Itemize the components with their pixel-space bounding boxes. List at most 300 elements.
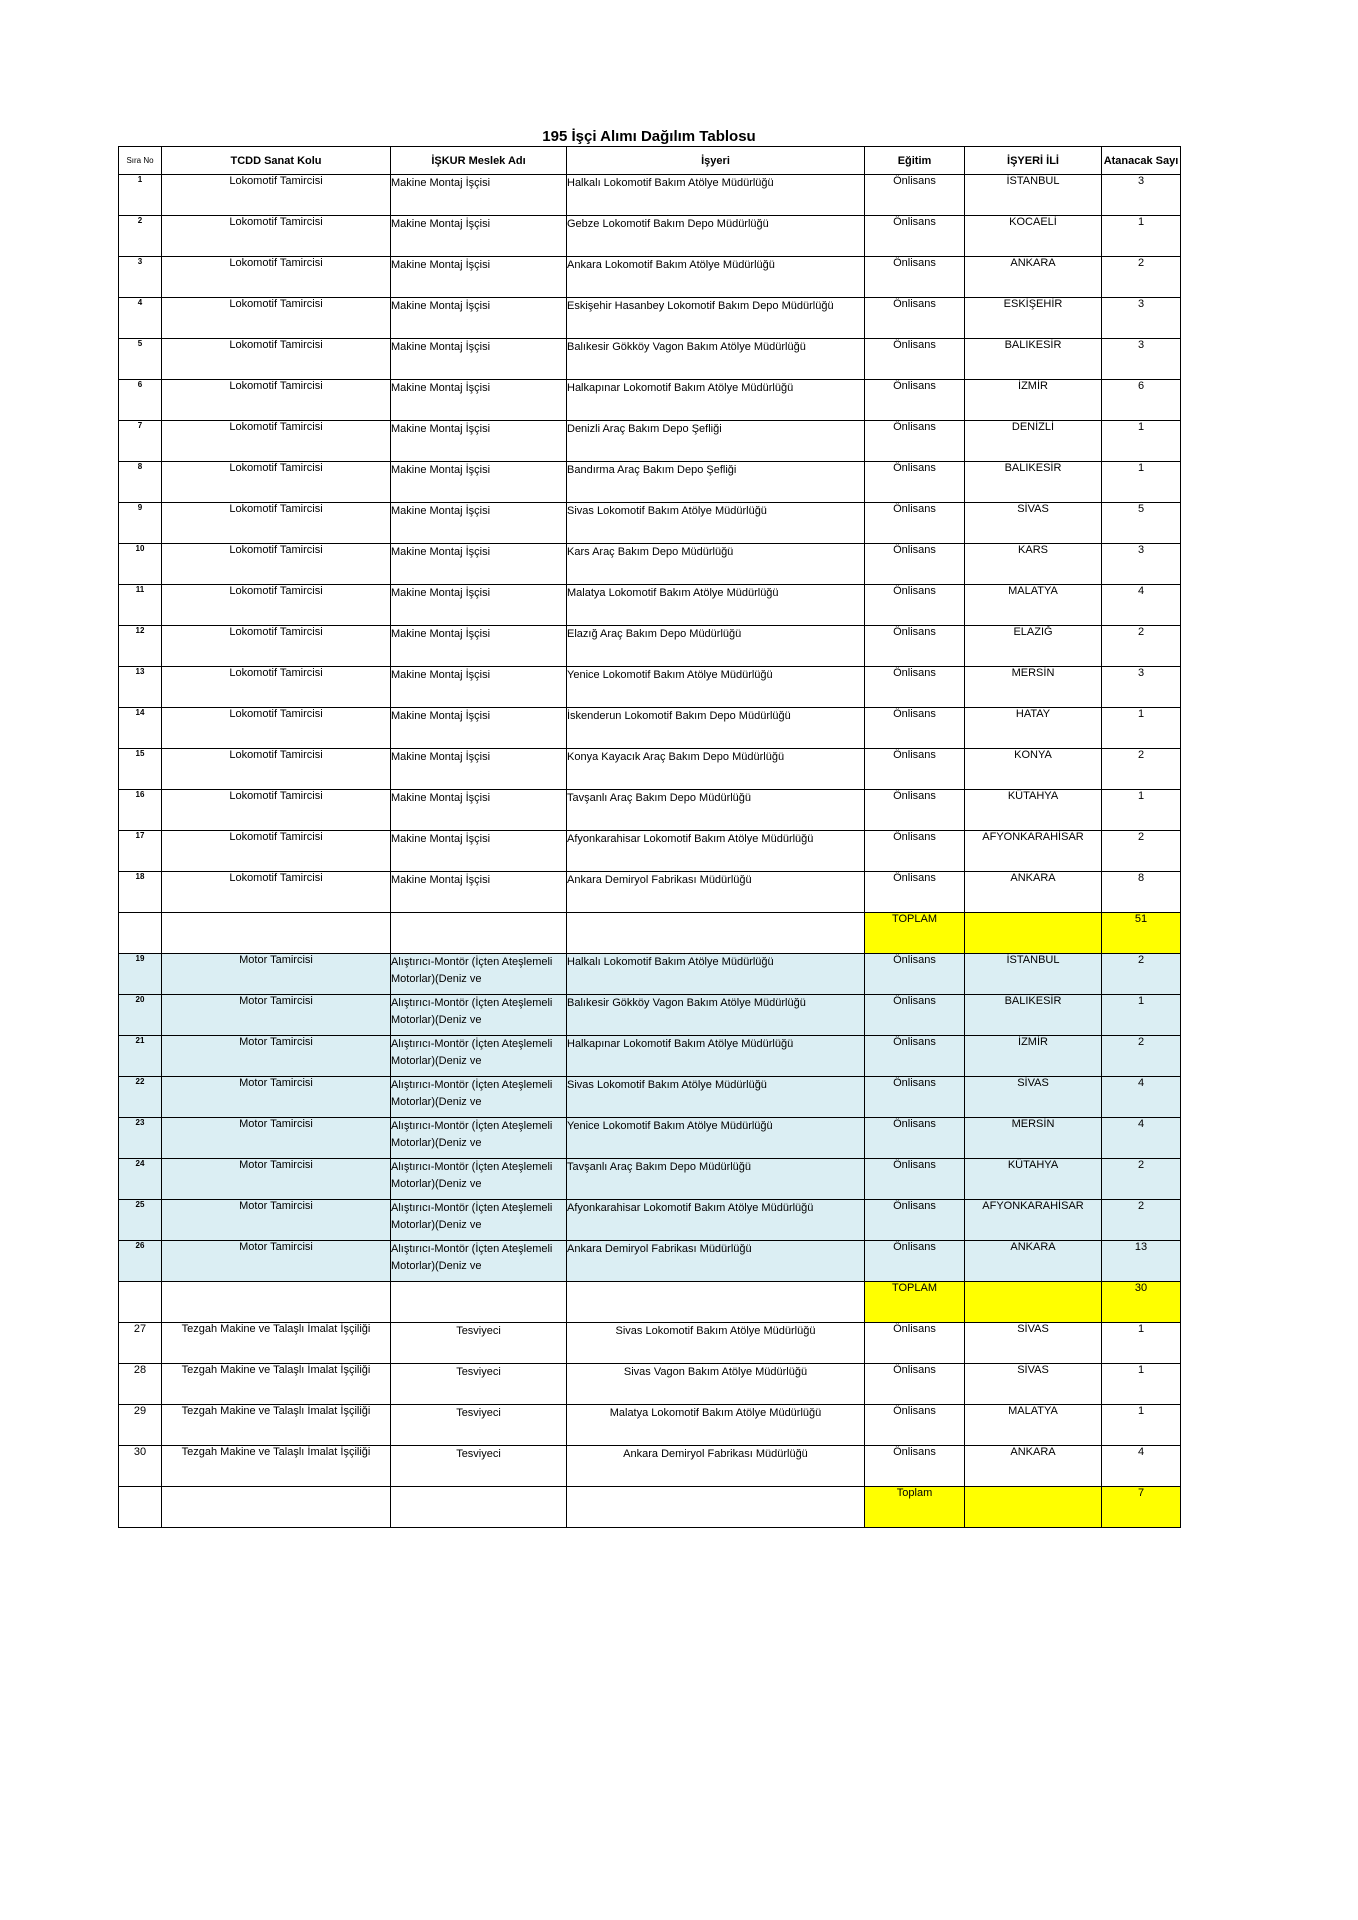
atanacak-sayi-cell: 1: [1102, 216, 1181, 257]
table-row: [119, 995, 1181, 1036]
egitim-cell: Önlisans: [865, 1405, 965, 1446]
atanacak-sayi-cell: 2: [1102, 954, 1181, 995]
sanat-kolu-cell: Lokomotif Tamircisi: [162, 257, 391, 298]
atanacak-sayi-cell: 1: [1102, 421, 1181, 462]
row-number: 2: [119, 216, 162, 257]
table-row: [119, 708, 1181, 749]
atanacak-sayi-cell: 2: [1102, 1159, 1181, 1200]
meslek-cell-text: Alıştırıcı-Montör (İçten Ateşlemeli Motorlar)(Deniz ve: [391, 1161, 553, 1190]
empty-cell: [162, 1487, 391, 1528]
isyeri-cell: [567, 1200, 865, 1241]
egitim-cell: Önlisans: [865, 995, 965, 1036]
table-row: [119, 175, 1181, 216]
isyeri-cell: [567, 954, 865, 995]
meslek-cell-text: Makine Montaj İşçisi: [391, 792, 491, 804]
isyeri-cell-text: Denizli Araç Bakım Depo Şefliği: [567, 423, 722, 435]
total-label: TOPLAM: [865, 913, 965, 954]
header-meslek-adi: İŞKUR Meslek Adı: [391, 147, 567, 175]
table-row: [119, 298, 1181, 339]
isyeri-ili-cell: KARS: [965, 544, 1102, 585]
sanat-kolu-cell: Motor Tamircisi: [162, 1077, 391, 1118]
table-row: [119, 585, 1181, 626]
empty-cell: [119, 1487, 162, 1528]
atanacak-sayi-cell: 1: [1102, 995, 1181, 1036]
table-row: [119, 749, 1181, 790]
isyeri-ili-cell: AFYONKARAHİSAR: [965, 1200, 1102, 1241]
egitim-cell: Önlisans: [865, 1036, 965, 1077]
egitim-cell: Önlisans: [865, 544, 965, 585]
sanat-kolu-cell: Lokomotif Tamircisi: [162, 790, 391, 831]
meslek-cell: [391, 257, 567, 298]
egitim-cell: Önlisans: [865, 339, 965, 380]
atanacak-sayi-cell: 5: [1102, 503, 1181, 544]
meslek-cell: [391, 995, 567, 1036]
meslek-cell-text: Alıştırıcı-Montör (İçten Ateşlemeli Motorlar)(Deniz ve: [391, 956, 553, 985]
header-sira-no: Sıra No: [119, 147, 162, 175]
sanat-kolu-cell: Motor Tamircisi: [162, 954, 391, 995]
isyeri-ili-cell: BALIKESİR: [965, 339, 1102, 380]
meslek-cell: [391, 1118, 567, 1159]
meslek-cell-text: Makine Montaj İşçisi: [391, 669, 491, 681]
isyeri-cell-text: Elazığ Araç Bakım Depo Müdürlüğü: [567, 628, 742, 640]
isyeri-ili-cell: BALIKESİR: [965, 462, 1102, 503]
isyeri-cell-text: Halkapınar Lokomotif Bakım Atölye Müdürlüğü: [567, 382, 794, 394]
header-isyeri: İşyeri: [567, 147, 865, 175]
isyeri-cell: [567, 1036, 865, 1077]
isyeri-ili-cell: SİVAS: [965, 1364, 1102, 1405]
meslek-cell-text: Makine Montaj İşçisi: [391, 341, 491, 353]
atanacak-sayi-cell: 4: [1102, 1077, 1181, 1118]
sanat-kolu-cell: Lokomotif Tamircisi: [162, 298, 391, 339]
isyeri-cell: [567, 1323, 865, 1364]
atanacak-sayi-cell: 3: [1102, 339, 1181, 380]
isyeri-cell-text: Kars Araç Bakım Depo Müdürlüğü: [567, 546, 734, 558]
total-value: 30: [1102, 1282, 1181, 1323]
meslek-cell-text: Alıştırıcı-Montör (İçten Ateşlemeli Motorlar)(Deniz ve: [391, 1079, 553, 1108]
isyeri-ili-cell: ANKARA: [965, 257, 1102, 298]
isyeri-cell: [567, 175, 865, 216]
isyeri-cell: [567, 708, 865, 749]
meslek-cell-text: Alıştırıcı-Montör (İçten Ateşlemeli Motorlar)(Deniz ve: [391, 1038, 553, 1067]
sanat-kolu-cell: Motor Tamircisi: [162, 1200, 391, 1241]
isyeri-ili-cell: AFYONKARAHİSAR: [965, 831, 1102, 872]
row-number: 28: [119, 1364, 162, 1405]
meslek-cell-text: Makine Montaj İşçisi: [391, 259, 491, 271]
total-label: Toplam: [865, 1487, 965, 1528]
isyeri-ili-cell: KÜTAHYA: [965, 790, 1102, 831]
meslek-cell: [391, 175, 567, 216]
egitim-cell: Önlisans: [865, 585, 965, 626]
meslek-cell: [391, 421, 567, 462]
sanat-kolu-cell: Lokomotif Tamircisi: [162, 421, 391, 462]
isyeri-cell-text: Ankara Demiryol Fabrikası Müdürlüğü: [567, 874, 752, 886]
meslek-cell: [391, 954, 567, 995]
meslek-cell-text: Makine Montaj İşçisi: [391, 833, 491, 845]
empty-cell: [162, 1282, 391, 1323]
empty-cell: [391, 1487, 567, 1528]
isyeri-cell: [567, 667, 865, 708]
total-row: [119, 913, 1181, 954]
isyeri-ili-cell: SİVAS: [965, 1077, 1102, 1118]
table-row: [119, 1036, 1181, 1077]
meslek-cell: [391, 585, 567, 626]
row-number: 6: [119, 380, 162, 421]
table-row: [119, 1364, 1181, 1405]
meslek-cell-text: Makine Montaj İşçisi: [391, 177, 491, 189]
total-empty-cell: [965, 1487, 1102, 1528]
meslek-cell-text: Tesviyeci: [456, 1448, 501, 1460]
row-number: 30: [119, 1446, 162, 1487]
egitim-cell: Önlisans: [865, 749, 965, 790]
table-row: [119, 872, 1181, 913]
egitim-cell: Önlisans: [865, 216, 965, 257]
total-value: 51: [1102, 913, 1181, 954]
atanacak-sayi-cell: 1: [1102, 462, 1181, 503]
atanacak-sayi-cell: 4: [1102, 585, 1181, 626]
isyeri-cell: [567, 257, 865, 298]
sanat-kolu-cell: Tezgah Makine ve Talaşlı İmalat İşçiliği: [162, 1364, 391, 1405]
isyeri-cell-text: Sivas Lokomotif Bakım Atölye Müdürlüğü: [615, 1325, 816, 1337]
row-number: 17: [119, 831, 162, 872]
isyeri-cell: [567, 298, 865, 339]
empty-cell: [567, 1282, 865, 1323]
table-row: [119, 421, 1181, 462]
egitim-cell: Önlisans: [865, 1200, 965, 1241]
atanacak-sayi-cell: 3: [1102, 175, 1181, 216]
empty-cell: [119, 1282, 162, 1323]
egitim-cell: Önlisans: [865, 1077, 965, 1118]
isyeri-ili-cell: BALIKESİR: [965, 995, 1102, 1036]
table-row: [119, 1446, 1181, 1487]
table-row: [119, 790, 1181, 831]
egitim-cell: Önlisans: [865, 708, 965, 749]
header-sanat-kolu: TCDD Sanat Kolu: [162, 147, 391, 175]
row-number: 14: [119, 708, 162, 749]
isyeri-cell: [567, 995, 865, 1036]
sanat-kolu-cell: Lokomotif Tamircisi: [162, 175, 391, 216]
row-number: 4: [119, 298, 162, 339]
meslek-cell: [391, 1446, 567, 1487]
table-row: [119, 216, 1181, 257]
atanacak-sayi-cell: 1: [1102, 708, 1181, 749]
sanat-kolu-cell: Lokomotif Tamircisi: [162, 503, 391, 544]
egitim-cell: Önlisans: [865, 421, 965, 462]
meslek-cell: [391, 749, 567, 790]
sanat-kolu-cell: Tezgah Makine ve Talaşlı İmalat İşçiliği: [162, 1405, 391, 1446]
row-number: 29: [119, 1405, 162, 1446]
meslek-cell: [391, 1241, 567, 1282]
egitim-cell: Önlisans: [865, 831, 965, 872]
atanacak-sayi-cell: 6: [1102, 380, 1181, 421]
isyeri-ili-cell: KOCAELİ: [965, 216, 1102, 257]
row-number: 22: [119, 1077, 162, 1118]
sanat-kolu-cell: Lokomotif Tamircisi: [162, 585, 391, 626]
isyeri-cell: [567, 872, 865, 913]
sanat-kolu-cell: Lokomotif Tamircisi: [162, 380, 391, 421]
isyeri-cell-text: Sivas Vagon Bakım Atölye Müdürlüğü: [623, 1366, 808, 1378]
meslek-cell: [391, 1036, 567, 1077]
row-number: 21: [119, 1036, 162, 1077]
isyeri-cell-text: Afyonkarahisar Lokomotif Bakım Atölye Müdürlüğü: [567, 833, 814, 845]
meslek-cell: [391, 298, 567, 339]
isyeri-cell-text: Bandırma Araç Bakım Depo Şefliği: [567, 464, 737, 476]
row-number: 20: [119, 995, 162, 1036]
isyeri-ili-cell: İZMİR: [965, 380, 1102, 421]
meslek-cell: [391, 831, 567, 872]
meslek-cell: [391, 1405, 567, 1446]
isyeri-cell-text: Malatya Lokomotif Bakım Atölye Müdürlüğü: [567, 587, 779, 599]
atanacak-sayi-cell: 4: [1102, 1118, 1181, 1159]
egitim-cell: Önlisans: [865, 503, 965, 544]
table-row: [119, 339, 1181, 380]
egitim-cell: Önlisans: [865, 872, 965, 913]
row-number: 19: [119, 954, 162, 995]
sanat-kolu-cell: Motor Tamircisi: [162, 1036, 391, 1077]
egitim-cell: Önlisans: [865, 1118, 965, 1159]
meslek-cell-text: Makine Montaj İşçisi: [391, 218, 491, 230]
isyeri-ili-cell: KONYA: [965, 749, 1102, 790]
table-row: [119, 1405, 1181, 1446]
row-number: 11: [119, 585, 162, 626]
atanacak-sayi-cell: 1: [1102, 1405, 1181, 1446]
empty-cell: [567, 1487, 865, 1528]
atanacak-sayi-cell: 2: [1102, 1036, 1181, 1077]
isyeri-ili-cell: MERSİN: [965, 667, 1102, 708]
table-row: [119, 380, 1181, 421]
isyeri-ili-cell: İSTANBUL: [965, 954, 1102, 995]
isyeri-cell: [567, 462, 865, 503]
total-row: [119, 1282, 1181, 1323]
meslek-cell: [391, 667, 567, 708]
table-row: [119, 462, 1181, 503]
row-number: 25: [119, 1200, 162, 1241]
distribution-table: [118, 146, 1181, 1528]
table-row: [119, 626, 1181, 667]
row-number: 15: [119, 749, 162, 790]
total-row: [119, 1487, 1181, 1528]
egitim-cell: Önlisans: [865, 1446, 965, 1487]
egitim-cell: Önlisans: [865, 667, 965, 708]
table-row: [119, 831, 1181, 872]
egitim-cell: Önlisans: [865, 1159, 965, 1200]
sanat-kolu-cell: Motor Tamircisi: [162, 1118, 391, 1159]
meslek-cell-text: Alıştırıcı-Montör (İçten Ateşlemeli Motorlar)(Deniz ve: [391, 1120, 553, 1149]
isyeri-cell: [567, 749, 865, 790]
meslek-cell-text: Makine Montaj İşçisi: [391, 628, 491, 640]
egitim-cell: Önlisans: [865, 462, 965, 503]
table-row: [119, 1118, 1181, 1159]
isyeri-ili-cell: SİVAS: [965, 503, 1102, 544]
isyeri-cell-text: Gebze Lokomotif Bakım Depo Müdürlüğü: [567, 218, 769, 230]
atanacak-sayi-cell: 3: [1102, 544, 1181, 585]
meslek-cell-text: Makine Montaj İşçisi: [391, 464, 491, 476]
isyeri-cell: [567, 1364, 865, 1405]
isyeri-cell: [567, 626, 865, 667]
atanacak-sayi-cell: 1: [1102, 1323, 1181, 1364]
row-number: 10: [119, 544, 162, 585]
atanacak-sayi-cell: 2: [1102, 1200, 1181, 1241]
meslek-cell: [391, 1077, 567, 1118]
row-number: 5: [119, 339, 162, 380]
header-atanacak-sayi: Atanacak Sayı: [1102, 147, 1181, 175]
isyeri-cell: [567, 544, 865, 585]
meslek-cell: [391, 1323, 567, 1364]
table-row: [119, 954, 1181, 995]
isyeri-cell: [567, 421, 865, 462]
isyeri-ili-cell: MALATYA: [965, 1405, 1102, 1446]
isyeri-ili-cell: SİVAS: [965, 1323, 1102, 1364]
table-row: [119, 1200, 1181, 1241]
total-label: TOPLAM: [865, 1282, 965, 1323]
empty-cell: [391, 913, 567, 954]
isyeri-ili-cell: ESKİŞEHİR: [965, 298, 1102, 339]
table-row: [119, 257, 1181, 298]
isyeri-cell-text: Balıkesir Gökköy Vagon Bakım Atölye Müdürlüğü: [567, 997, 806, 1009]
isyeri-cell-text: Konya Kayacık Araç Bakım Depo Müdürlüğü: [567, 751, 785, 763]
sanat-kolu-cell: Lokomotif Tamircisi: [162, 339, 391, 380]
isyeri-cell: [567, 585, 865, 626]
row-number: 9: [119, 503, 162, 544]
row-number: 16: [119, 790, 162, 831]
meslek-cell-text: Makine Montaj İşçisi: [391, 423, 491, 435]
isyeri-cell-text: Halkapınar Lokomotif Bakım Atölye Müdürlüğü: [567, 1038, 794, 1050]
meslek-cell-text: Alıştırıcı-Montör (İçten Ateşlemeli Motorlar)(Deniz ve: [391, 1202, 553, 1231]
meslek-cell: [391, 790, 567, 831]
isyeri-cell-text: Malatya Lokomotif Bakım Atölye Müdürlüğü: [609, 1407, 822, 1419]
atanacak-sayi-cell: 8: [1102, 872, 1181, 913]
isyeri-cell: [567, 1446, 865, 1487]
meslek-cell: [391, 1200, 567, 1241]
isyeri-ili-cell: İSTANBUL: [965, 175, 1102, 216]
isyeri-ili-cell: İZMİR: [965, 1036, 1102, 1077]
egitim-cell: Önlisans: [865, 298, 965, 339]
isyeri-cell-text: Ankara Demiryol Fabrikası Müdürlüğü: [623, 1448, 808, 1460]
meslek-cell-text: Makine Montaj İşçisi: [391, 300, 491, 312]
sanat-kolu-cell: Lokomotif Tamircisi: [162, 667, 391, 708]
table-row: [119, 544, 1181, 585]
table-body: [119, 175, 1181, 1528]
egitim-cell: Önlisans: [865, 175, 965, 216]
atanacak-sayi-cell: 1: [1102, 1364, 1181, 1405]
egitim-cell: Önlisans: [865, 954, 965, 995]
atanacak-sayi-cell: 13: [1102, 1241, 1181, 1282]
egitim-cell: Önlisans: [865, 380, 965, 421]
isyeri-cell: [567, 1159, 865, 1200]
empty-cell: [567, 913, 865, 954]
isyeri-cell-text: Tavşanlı Araç Bakım Depo Müdürlüğü: [567, 1161, 752, 1173]
empty-cell: [391, 1282, 567, 1323]
row-number: 7: [119, 421, 162, 462]
meslek-cell: [391, 216, 567, 257]
sanat-kolu-cell: Motor Tamircisi: [162, 1159, 391, 1200]
table-row: [119, 667, 1181, 708]
sanat-kolu-cell: Lokomotif Tamircisi: [162, 462, 391, 503]
egitim-cell: Önlisans: [865, 1241, 965, 1282]
meslek-cell-text: Makine Montaj İşçisi: [391, 710, 491, 722]
isyeri-cell-text: Ankara Lokomotif Bakım Atölye Müdürlüğü: [567, 259, 775, 271]
row-number: 12: [119, 626, 162, 667]
isyeri-cell-text: Sivas Lokomotif Bakım Atölye Müdürlüğü: [567, 1079, 767, 1091]
isyeri-cell-text: Halkalı Lokomotif Bakım Atölye Müdürlüğü: [567, 177, 774, 189]
table-row: [119, 1159, 1181, 1200]
sanat-kolu-cell: Lokomotif Tamircisi: [162, 749, 391, 790]
meslek-cell-text: Makine Montaj İşçisi: [391, 505, 491, 517]
empty-cell: [119, 913, 162, 954]
isyeri-cell-text: Yenice Lokomotif Bakım Atölye Müdürlüğü: [567, 669, 773, 681]
table-row: [119, 503, 1181, 544]
isyeri-ili-cell: ELAZIĞ: [965, 626, 1102, 667]
meslek-cell: [391, 462, 567, 503]
atanacak-sayi-cell: 2: [1102, 626, 1181, 667]
total-value: 7: [1102, 1487, 1181, 1528]
isyeri-cell: [567, 1118, 865, 1159]
egitim-cell: Önlisans: [865, 790, 965, 831]
atanacak-sayi-cell: 2: [1102, 749, 1181, 790]
egitim-cell: Önlisans: [865, 1323, 965, 1364]
sanat-kolu-cell: Lokomotif Tamircisi: [162, 708, 391, 749]
sanat-kolu-cell: Tezgah Makine ve Talaşlı İmalat İşçiliği: [162, 1323, 391, 1364]
isyeri-ili-cell: HATAY: [965, 708, 1102, 749]
egitim-cell: Önlisans: [865, 626, 965, 667]
table-row: [119, 1077, 1181, 1118]
isyeri-ili-cell: MALATYA: [965, 585, 1102, 626]
isyeri-ili-cell: ANKARA: [965, 1446, 1102, 1487]
table-header-row: [119, 147, 1181, 175]
egitim-cell: Önlisans: [865, 1364, 965, 1405]
meslek-cell-text: Tesviyeci: [456, 1366, 501, 1378]
meslek-cell: [391, 1159, 567, 1200]
meslek-cell-text: Alıştırıcı-Montör (İçten Ateşlemeli Motorlar)(Deniz ve: [391, 997, 553, 1026]
isyeri-cell-text: Halkalı Lokomotif Bakım Atölye Müdürlüğü: [567, 956, 774, 968]
meslek-cell: [391, 626, 567, 667]
row-number: 1: [119, 175, 162, 216]
sanat-kolu-cell: Lokomotif Tamircisi: [162, 626, 391, 667]
egitim-cell: Önlisans: [865, 257, 965, 298]
meslek-cell: [391, 380, 567, 421]
sanat-kolu-cell: Lokomotif Tamircisi: [162, 831, 391, 872]
row-number: 23: [119, 1118, 162, 1159]
meslek-cell: [391, 503, 567, 544]
isyeri-cell: [567, 503, 865, 544]
isyeri-ili-cell: ANKARA: [965, 1241, 1102, 1282]
row-number: 18: [119, 872, 162, 913]
meslek-cell: [391, 339, 567, 380]
isyeri-cell: [567, 1077, 865, 1118]
atanacak-sayi-cell: 3: [1102, 298, 1181, 339]
isyeri-cell-text: Afyonkarahisar Lokomotif Bakım Atölye Müdürlüğü: [567, 1202, 814, 1214]
atanacak-sayi-cell: 2: [1102, 257, 1181, 298]
table-row: [119, 1323, 1181, 1364]
sanat-kolu-cell: Lokomotif Tamircisi: [162, 216, 391, 257]
isyeri-cell: [567, 1405, 865, 1446]
sanat-kolu-cell: Lokomotif Tamircisi: [162, 544, 391, 585]
row-number: 8: [119, 462, 162, 503]
sanat-kolu-cell: Tezgah Makine ve Talaşlı İmalat İşçiliği: [162, 1446, 391, 1487]
isyeri-cell: [567, 380, 865, 421]
isyeri-cell: [567, 339, 865, 380]
sanat-kolu-cell: Motor Tamircisi: [162, 995, 391, 1036]
isyeri-ili-cell: ANKARA: [965, 872, 1102, 913]
isyeri-ili-cell: KÜTAHYA: [965, 1159, 1102, 1200]
table-row: [119, 1241, 1181, 1282]
isyeri-cell: [567, 831, 865, 872]
row-number: 3: [119, 257, 162, 298]
row-number: 26: [119, 1241, 162, 1282]
header-egitim: Eğitim: [865, 147, 965, 175]
sanat-kolu-cell: Lokomotif Tamircisi: [162, 872, 391, 913]
isyeri-cell-text: Sivas Lokomotif Bakım Atölye Müdürlüğü: [567, 505, 767, 517]
atanacak-sayi-cell: 3: [1102, 667, 1181, 708]
